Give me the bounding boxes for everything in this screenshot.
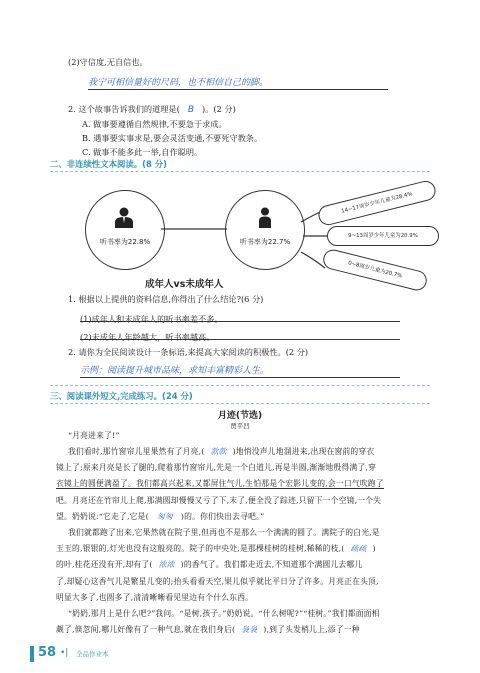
p1-blank2[interactable]: 匆匆 — [156, 511, 173, 521]
p1-line3: 衣镜上的圆便满盈了。我们都高兴起来,又都屏住气儿,生怕那是个宏影儿变的,会一口气吹跑了 — [56, 479, 384, 489]
section2-divider — [50, 171, 430, 172]
q1-part2-label: (2)守信度,无自信也。 — [68, 57, 148, 67]
p1-line5a: 望。奶奶说:“它走了,它是( — [56, 511, 149, 521]
pill-0-8-text: 0~8周岁儿童为20.7% — [347, 260, 403, 280]
p2-line5: 明显大多了,也圆多了,清清晰晰看见里边有个什么东西。 — [56, 592, 254, 602]
p2-blank1[interactable]: 疏疏 — [350, 544, 367, 554]
q2-answer[interactable]: B — [187, 105, 195, 115]
article-p1 — [56, 444, 436, 525]
footer-accent-bar — [30, 646, 34, 662]
q2-option-a: A. 做事要遵循自然规律,不要急于求成。 — [82, 119, 227, 129]
section3-divider — [50, 403, 430, 404]
article-author: 贾平凹 — [230, 422, 250, 430]
p3-blank1[interactable]: 袅袅 — [241, 625, 258, 635]
pill-0-8 — [321, 247, 429, 292]
connector-line — [161, 224, 227, 234]
footer-series: 全品作业本 — [76, 650, 109, 658]
p2-blank2[interactable]: 浓浓 — [158, 560, 175, 570]
p1-line2: 镜上了;原来月亮是长了腿的,爬着那竹窗帘儿,先是一个白道儿,再是半圆,渐渐地殷得满了,穿 — [56, 463, 377, 473]
article-p0: “月亮进来了!” — [68, 431, 120, 440]
p3-line2b: ),到了头发梢儿上,添了一种 — [263, 625, 360, 635]
infographic-caption: 成年人vs未成年人 — [145, 279, 224, 290]
p1-line1b: )地悄没声儿地溜进来,出现在窗前的穿衣 — [232, 447, 375, 456]
article-title: 月迹(节选) — [217, 411, 263, 421]
q2-stem — [68, 103, 236, 116]
p1-line4: 吧。月亮还在竹帘儿上爬,那满圆却慢慢又亏了下,末了,便全没了踪迹,只留下一个空镜,一个失 — [56, 495, 382, 505]
footer-dot: •| — [60, 648, 69, 658]
reading-q1-answer1-text: (1)成年人和未成年人的听书率差不多。 — [80, 314, 223, 324]
p3-line1: “奶奶,那月上是什么吧?”我问。“是树,孩子。”奶奶说。“什么树呢?”“桂树。”我们都面面相 — [68, 609, 380, 618]
reading-q1-answer1[interactable] — [80, 307, 400, 322]
section3-title: 三、阅读课外短文,完成练习。(24 分) — [50, 391, 193, 401]
p1-line1a: 我们看时,那竹窗帘儿里果然有了月亮,( — [68, 447, 205, 456]
section2-title: 二、非连续性文本阅读。(8 分) — [50, 159, 167, 169]
q2-stem-end: )。(2 分) — [202, 104, 236, 114]
p2-line1: 我们就都跑了出来,它果然就在院子里,但再也不是那么一个满满的圆了。满院子的白光,是 — [68, 528, 380, 537]
article-p2 — [56, 525, 436, 606]
p2-line2b: ) — [372, 544, 376, 554]
page-number: 58 — [38, 645, 57, 660]
q1-part2-answer-text: 我宁可相信量好的尺码，也不相信自己的脚。 — [88, 78, 269, 88]
q2-stem-text: 2. 这个故事告诉我们的道理是( — [68, 104, 180, 114]
q1-part2-answer[interactable] — [88, 75, 388, 90]
p2-line3a: 的叶,桂花还没有开,却有了( — [56, 560, 153, 570]
reading-q2-stem: 2. 请你为全民阅读设计一条标语,来提高大家阅读的积极性。(2 分) — [68, 347, 309, 357]
pill-9-13-text: 9~13周岁少年儿童为20.9% — [348, 233, 418, 239]
q2-option-b: B. 遇事要实事求是,要会灵活变通,不要死守教条。 — [82, 133, 263, 143]
adult-circle — [85, 190, 165, 270]
reading-q1-answer2-text: (2)未成年人年龄越大，听书率越高。 — [80, 332, 215, 342]
reading-q1-stem: 1. 根据以上提供的资料信息,你得出了什么结论?(6 分) — [68, 294, 264, 304]
reading-q1-answer2[interactable] — [80, 325, 400, 340]
q2-option-c: C. 做事不能多此一举,自作聪明。 — [82, 147, 203, 157]
child-person-icon — [256, 207, 274, 229]
reading-q2-answer[interactable] — [80, 363, 400, 378]
section3-divider-top — [50, 385, 430, 386]
adult-person-icon — [114, 207, 134, 229]
p1-line5b: )的。你们快出去寻吧。” — [180, 511, 265, 521]
adult-rate: 听书率为22.8% — [99, 238, 151, 246]
article-p3 — [56, 606, 436, 638]
pill-14-17-text: 14~17周岁少年儿童为28.4% — [340, 191, 414, 215]
p2-line3b: )的香气了。我们都走近去,不知道那个满圆儿去哪儿 — [180, 560, 363, 570]
p2-line2a: 玉玉的,银银的,灯光也没有这般亮的。院子的中央处,是那棵桂树的桂树,稀稀的枝,( — [56, 544, 345, 554]
minor-rate: 听书率为22.7% — [239, 238, 291, 246]
p1-blank1[interactable]: 款款 — [210, 447, 227, 456]
p3-line2a: 觑了,倏忽间,哪儿好像有了一种气息,就在我们身后( — [56, 625, 236, 635]
minor-circle — [225, 190, 305, 270]
reading-q2-answer-text: 示例：阅读提升城市品味，求知丰富精彩人生。 — [80, 366, 270, 376]
pill-14-17 — [316, 179, 437, 227]
pill-9-13 — [327, 226, 439, 246]
p2-line4: 了,却疑心这香气儿是繁星儿变的;抬头看看天空,果儿似乎就比平日分了许多。月亮正在头顶, — [56, 576, 379, 586]
